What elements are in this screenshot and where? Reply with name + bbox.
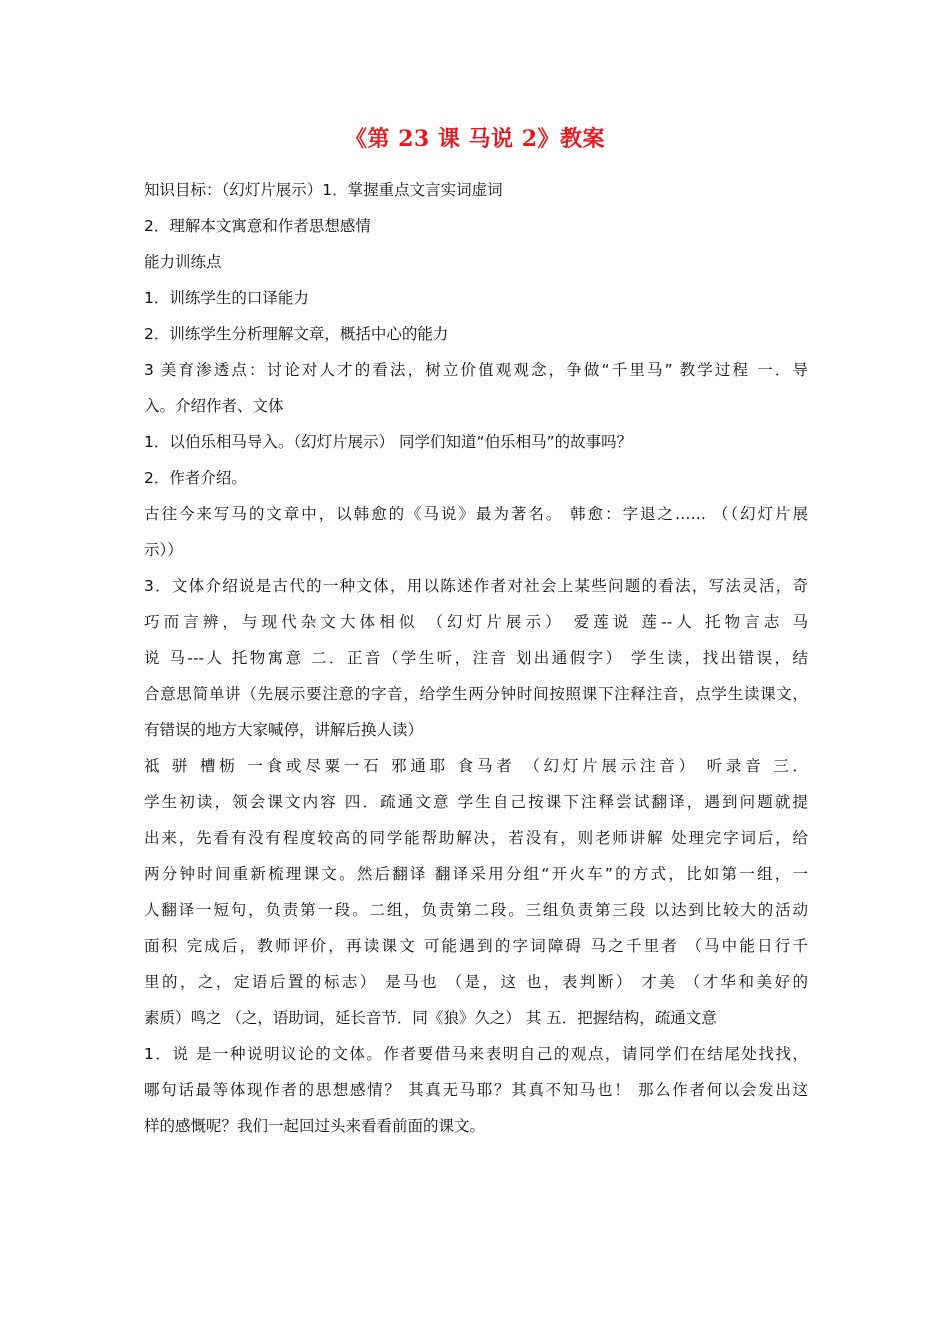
text-line: 1．说 是一种说明议论的文体。作者要借马来表明自己的观点，请同学们在结尾处找找， bbox=[144, 1045, 808, 1063]
text-line: 面积 完成后，教师评价，再读课文 可能遇到的字词障碍 马之千里者 （马中能日行千 bbox=[144, 937, 808, 955]
text-line: 3 美育渗透点：讨论对人才的看法，树立价值观观念，争做“千里马” 教学过程 一．导 bbox=[144, 361, 808, 379]
text-line: 合意思简单讲（先展示要注意的字音，给学生两分钟时间按照课下注释注音，点学生读课文， bbox=[144, 685, 808, 703]
text-line: 两分钟时间重新梳理课文。然后翻译 翻译采用分组“开火车”的方式，比如第一组，一 bbox=[144, 865, 808, 883]
text-line: 人翻译一短句，负责第一段。二组，负责第二段。三组负责第三段 以达到比较大的活动 bbox=[144, 901, 808, 919]
text-line: 巧而言辨，与现代杂文大体相似 （幻灯片展示） 爱莲说 莲--人 托物言志 马 bbox=[144, 613, 808, 631]
text-line: 2．训练学生分析理解文章，概括中心的能力 bbox=[144, 325, 449, 343]
text-line: 出来，先看有没有程度较高的同学能帮助解决，若没有，则老师讲解 处理完字词后，给 bbox=[144, 829, 808, 847]
text-line: 古往今来写马的文章中，以韩愈的《马说》最为著名。 韩愈：字退之…… （（幻灯片展 bbox=[144, 505, 808, 523]
text-line: 学生初读，领会课文内容 四．疏通文意 学生自己按课下注释尝试翻译，遇到问题就提 bbox=[144, 793, 808, 811]
text-line: 能力训练点 bbox=[144, 253, 222, 271]
text-line: 哪句话最等体现作者的思想感情？ 其真无马耶？其真不知马也！ 那么作者何以会发出这 bbox=[144, 1081, 808, 1099]
text-line: 样的感慨呢？我们一起回过头来看看前面的课文。 bbox=[144, 1117, 486, 1135]
text-line: 里的，之，定语后置的标志） 是马也 （是，这 也，表判断） 才美 （才华和美好的 bbox=[144, 973, 808, 991]
text-line: 有错误的地方大家喊停，讲解后换人读） bbox=[144, 721, 424, 739]
text-line: 素质）鸣之 （之，语助词，延长音节．同《狼》久之） 其 五．把握结构，疏通文意 bbox=[144, 1009, 717, 1027]
text-line: 说 马---人 托物寓意 二．正音（学生听，注音 划出通假字） 学生读，找出错误，结 bbox=[144, 649, 808, 667]
text-line: 入。介绍作者、文体 bbox=[144, 397, 284, 415]
text-line: 1．以伯乐相马导入。（幻灯片展示） 同学们知道“伯乐相马”的故事吗？ bbox=[144, 433, 633, 451]
document-title: 《第 23 课 马说 2》教案 bbox=[344, 126, 606, 152]
text-line: 示）） bbox=[144, 541, 183, 559]
text-line: 2．理解本文寓意和作者思想感情 bbox=[144, 217, 371, 235]
text-line: 1．训练学生的口译能力 bbox=[144, 289, 309, 307]
text-line: 3．文体介绍说是古代的一种文体，用以陈述作者对社会上某些问题的看法，写法灵活，奇 bbox=[144, 577, 808, 595]
text-line: 祗 骈 槽枥 一食或尽粟一石 邪通耶 食马者 （幻灯片展示注音） 听录音 三． bbox=[144, 757, 808, 775]
text-line: 2．作者介绍。 bbox=[144, 469, 247, 487]
text-line: 知识目标：（幻灯片展示）1．掌握重点文言实词虚词 bbox=[144, 181, 503, 199]
document-body bbox=[144, 172, 808, 1144]
